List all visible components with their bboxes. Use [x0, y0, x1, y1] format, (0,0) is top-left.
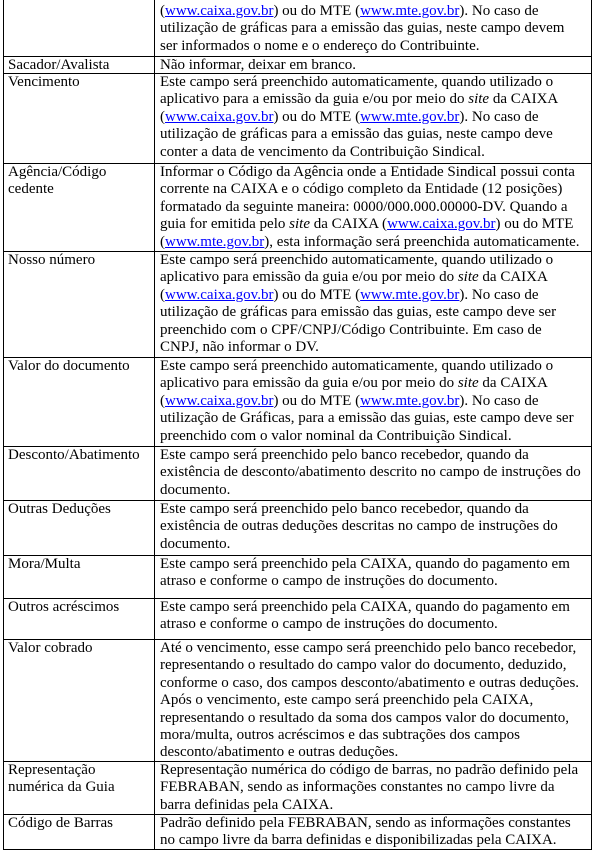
description-line — [160, 358, 591, 375]
field-name-cell — [3, 358, 155, 446]
description-line — [160, 3, 591, 20]
field-name: Agência/Código — [8, 164, 107, 180]
field-name-cell — [3, 599, 155, 639]
description-cell — [155, 447, 592, 500]
italic-term: site — [289, 216, 310, 233]
description-line — [160, 447, 591, 464]
description-text: aplicativo para a emissão da guia e/ou por meio do — [160, 91, 469, 108]
field-name: Outras Deduções — [8, 501, 111, 517]
field-name-cell — [3, 762, 155, 814]
description-text: preenchido com o valor nominal da Contribuição Sindical. — [160, 427, 512, 444]
description-line — [160, 287, 591, 304]
description-line — [160, 536, 591, 553]
description-line — [160, 38, 591, 55]
table-row — [3, 762, 592, 815]
description-text: existência de outras deduções descritas no campo de instruções do — [160, 518, 558, 535]
description-text: Não informar, deixar em branco. — [160, 57, 356, 73]
description-line — [160, 393, 591, 410]
description-text: Representação numérica do código de barras, no padrão definido pela — [160, 762, 579, 778]
description-line — [160, 675, 591, 692]
description-text: existência de desconto/abatimento descrito no campo de instruções do — [160, 464, 581, 481]
description-line — [160, 410, 591, 427]
field-description-table — [3, 0, 592, 850]
description-line — [160, 164, 591, 181]
description-cell — [155, 0, 592, 56]
description-text: no campo livre da barra definidas e disponibilizadas pela CAIXA. — [160, 832, 557, 849]
description-line — [160, 832, 591, 849]
description-text: da CAIXA — [478, 269, 548, 286]
description-text: barra definidas pela CAIXA. — [160, 796, 334, 813]
description-text: ). No caso de — [459, 3, 539, 19]
description-text: atraso e conforme o campo de instruções do documento. — [160, 616, 498, 633]
field-name: Representação — [8, 762, 96, 778]
description-line — [160, 599, 591, 616]
description-text: desconto/abatimento e outras deduções. — [160, 744, 399, 761]
description-line — [160, 779, 591, 796]
description-text: ( — [160, 286, 165, 303]
description-line — [160, 181, 591, 198]
field-name-cell — [3, 57, 155, 73]
description-text: Padrão definido pela FEBRABAN, sendo as informações constantes — [160, 815, 571, 831]
description-cell — [155, 252, 592, 357]
description-line — [160, 640, 591, 657]
description-text: Este campo será preenchido pela CAIXA, quando do pagamento em — [160, 556, 570, 572]
description-line — [160, 74, 591, 91]
field-name-cell — [3, 640, 155, 761]
description-text: ), esta informação será preenchida automaticamente. — [264, 233, 580, 250]
field-name-cell — [3, 164, 155, 251]
field-name-cell — [3, 501, 155, 555]
description-line — [160, 556, 591, 573]
description-text: ) ou do MTE ( — [273, 3, 361, 19]
italic-term: site — [468, 91, 490, 108]
table-row — [3, 501, 592, 556]
description-text: formatado da seguinte maneira: 0000/000.000.00000-DV. Quando a — [160, 198, 568, 215]
description-text: ) ou do MTE ( — [273, 108, 361, 125]
description-text: Este campo será preenchido pela CAIXA, quando do pagamento em — [160, 599, 570, 615]
description-cell — [155, 74, 592, 163]
description-text: da CAIXA — [478, 375, 548, 392]
description-line — [160, 109, 591, 126]
mte-website-link[interactable]: www.mte.gov.br — [360, 3, 460, 19]
description-text: Este campo será preenchido pelo banco recebedor, quando da — [160, 501, 529, 517]
description-text: conter a data de vencimento da Contribuição Sindical. — [160, 143, 485, 160]
description-line — [160, 91, 591, 108]
description-cell — [155, 358, 592, 446]
table-row — [3, 164, 592, 252]
description-cell — [155, 501, 592, 555]
description-line — [160, 144, 591, 161]
description-line — [160, 616, 591, 633]
description-text: Este campo será preenchido automaticamente, quando utilizado o — [160, 252, 554, 268]
description-text: da CAIXA — [489, 91, 559, 108]
table-row — [3, 815, 592, 850]
description-line — [160, 692, 591, 709]
description-text: FEBRABAN, sendo as informações constantes no campo livre da — [160, 779, 555, 796]
table-row — [3, 358, 592, 447]
description-line — [160, 482, 591, 499]
description-text: corrente na CAIXA e o código completo da Entidade (12 posições) — [160, 181, 563, 198]
description-text: ) ou do MTE ( — [273, 286, 361, 303]
field-name: cedente — [8, 181, 54, 198]
field-name: Desconto/Abatimento — [8, 447, 140, 463]
field-name-cell — [3, 252, 155, 357]
caixa-website-link[interactable]: www.caixa.gov.br — [165, 392, 274, 409]
description-line — [160, 464, 591, 481]
description-text: ). No caso de — [459, 286, 539, 303]
description-text: utilização de gráficas para emissão das guias, este campo deve ser — [160, 304, 557, 321]
description-text: ( — [160, 108, 165, 125]
description-cell — [155, 556, 592, 598]
description-cell — [155, 164, 592, 251]
description-cell — [155, 815, 592, 849]
field-name: Valor do documento — [8, 358, 130, 374]
mte-website-link[interactable]: www.mte.gov.br — [360, 108, 460, 125]
description-text: Este campo será preenchido automaticamente, quando utilizado o — [160, 358, 554, 374]
field-name: Sacador/Avalista — [8, 57, 110, 73]
description-text: Após o vencimento, este campo será preenchido pela CAIXA, — [160, 692, 534, 709]
description-line — [160, 375, 591, 392]
description-text: conforme o caso, dos campos desconto/abatimento e outras deduções. — [160, 674, 580, 691]
description-cell — [155, 640, 592, 761]
description-text: Este campo será preenchido pelo banco recebedor, quando da — [160, 447, 529, 463]
description-line — [160, 762, 591, 779]
description-text: representando o resultado da soma dos campos valor do documento, — [160, 709, 570, 726]
description-text: Informar o Código da Agência onde a Entidade Sindical possui conta — [160, 164, 575, 180]
description-line — [160, 339, 591, 356]
description-line — [160, 657, 591, 674]
field-name-cell — [3, 0, 155, 56]
caixa-website-link[interactable]: www.caixa.gov.br — [165, 286, 274, 303]
description-text: Até o vencimento, esse campo será preenchido pelo banco recebedor, — [160, 640, 577, 656]
mte-website-link[interactable]: www.mte.gov.br — [360, 286, 460, 303]
field-name-cell — [3, 815, 155, 849]
description-text: utilização de Gráficas, para a emissão das guias, este campo deve ser — [160, 410, 574, 427]
table-row — [3, 0, 592, 57]
field-name: Outros acréscimos — [8, 599, 120, 615]
description-text: utilização de gráficas para a emissão das guias, neste campo devem — [160, 20, 565, 37]
description-text: preenchido com o CPF/CNPJ/Código Contribuinte. Em caso de — [160, 321, 542, 338]
description-text: guia for emitida pelo — [160, 216, 290, 233]
description-line — [160, 518, 591, 535]
mte-website-link[interactable]: www.mte.gov.br — [165, 233, 265, 250]
description-text: ( — [160, 3, 165, 19]
field-name: Vencimento — [8, 74, 80, 90]
description-text: ( — [160, 233, 165, 250]
description-line — [160, 573, 591, 590]
table-row — [3, 252, 592, 358]
description-line — [160, 304, 591, 321]
field-name-cell — [3, 556, 155, 598]
italic-term: site — [457, 269, 479, 286]
description-line — [160, 710, 591, 727]
description-text: aplicativo para emissão da guia e/ou por meio do — [160, 375, 458, 392]
description-text: ) ou do MTE — [495, 216, 574, 233]
description-line — [160, 501, 591, 518]
description-text: ) ou do MTE ( — [273, 392, 361, 409]
description-text: ser informados o nome e o endereço do Contribuinte. — [160, 37, 480, 54]
description-line — [160, 199, 591, 216]
description-text: atraso e conforme o campo de instruções do documento. — [160, 573, 498, 590]
description-line — [160, 727, 591, 744]
description-text: documento. — [160, 481, 231, 498]
description-text: utilização de gráficas para a emissão das guias, neste campo deve — [160, 126, 553, 143]
field-name: Mora/Multa — [8, 556, 81, 572]
description-cell — [155, 57, 592, 73]
description-text: documento. — [160, 535, 231, 552]
description-cell — [155, 599, 592, 639]
field-name: numérica da Guia — [8, 779, 115, 796]
description-text: Este campo será preenchido automaticamente, quando utilizado o — [160, 74, 554, 90]
table-row — [3, 447, 592, 501]
description-text: aplicativo para emissão da guia e/ou por meio do — [160, 269, 458, 286]
description-line — [160, 20, 591, 37]
description-text: ). No caso de — [459, 108, 539, 125]
table-row — [3, 599, 592, 640]
description-line — [160, 322, 591, 339]
description-line — [160, 269, 591, 286]
description-cell — [155, 762, 592, 814]
description-text: CNPJ, não informar o DV. — [160, 338, 319, 355]
field-name-cell — [3, 74, 155, 163]
field-name: Valor cobrado — [8, 640, 93, 656]
description-line — [160, 744, 591, 761]
description-line — [160, 57, 591, 74]
description-line — [160, 126, 591, 143]
description-line — [160, 252, 591, 269]
table-row — [3, 556, 592, 599]
description-text: ). No caso de — [459, 392, 539, 409]
table-row — [3, 57, 592, 74]
caixa-website-link[interactable]: www.caixa.gov.br — [165, 108, 274, 125]
table-row — [3, 640, 592, 762]
description-text: ( — [160, 392, 165, 409]
description-line — [160, 428, 591, 445]
field-name-cell — [3, 447, 155, 500]
caixa-website-link[interactable]: www.caixa.gov.br — [165, 3, 274, 19]
mte-website-link[interactable]: www.mte.gov.br — [360, 392, 460, 409]
description-text: da CAIXA ( — [309, 216, 388, 233]
table-row — [3, 74, 592, 164]
caixa-website-link[interactable]: www.caixa.gov.br — [387, 216, 496, 233]
description-line — [160, 815, 591, 832]
description-text: mora/multa, outros acréscimos e das subtrações dos campos — [160, 726, 520, 743]
field-name: Código de Barras — [8, 815, 113, 831]
description-line — [160, 234, 591, 251]
description-line — [160, 216, 591, 233]
description-text: representando o resultado do campo valor do documento, deduzido, — [160, 657, 567, 674]
italic-term: site — [457, 375, 479, 392]
description-line — [160, 797, 591, 814]
field-name: Nosso número — [8, 252, 96, 268]
